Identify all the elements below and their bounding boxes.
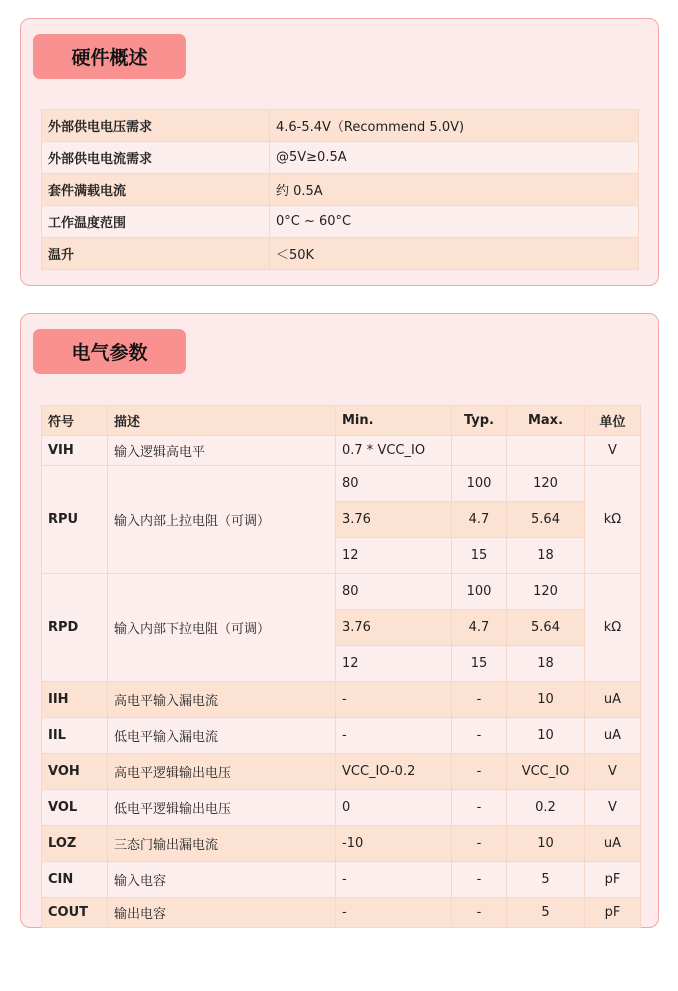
- cell-desc: 高电平输入漏电流: [108, 682, 336, 718]
- cell-min: 3.76: [336, 610, 452, 646]
- table-row: [42, 682, 641, 718]
- hardware-table: [41, 109, 639, 270]
- cell-desc: 输入电容: [108, 862, 336, 898]
- cell-min: -10: [336, 826, 452, 862]
- cell-min: -: [336, 862, 452, 898]
- cell-min: 0: [336, 790, 452, 826]
- cell-unit: pF: [585, 862, 641, 898]
- row-value: 约 0.5A: [270, 174, 639, 206]
- cell-min: 12: [336, 538, 452, 574]
- cell-typ: [452, 436, 507, 466]
- row-label: 外部供电电压需求: [42, 110, 270, 142]
- cell-symbol: RPU: [42, 466, 108, 574]
- cell-desc: 低电平逻辑输出电压: [108, 790, 336, 826]
- row-value: ＜50K: [270, 238, 639, 270]
- cell-max: [507, 436, 585, 466]
- cell-desc: 低电平输入漏电流: [108, 718, 336, 754]
- cell-typ: 100: [452, 574, 507, 610]
- row-value: 0°C ~ 60°C: [270, 206, 639, 238]
- cell-max: 10: [507, 718, 585, 754]
- cell-typ: 4.7: [452, 610, 507, 646]
- header-symbol: 符号: [42, 406, 108, 436]
- cell-typ: -: [452, 826, 507, 862]
- cell-symbol: LOZ: [42, 826, 108, 862]
- table-row: [42, 826, 641, 862]
- table-row: [42, 898, 641, 928]
- cell-typ: -: [452, 898, 507, 928]
- table-row: [42, 574, 641, 610]
- cell-unit: kΩ: [585, 574, 641, 682]
- cell-symbol: IIH: [42, 682, 108, 718]
- hardware-overview-card: [20, 18, 659, 286]
- cell-min: VCC_IO-0.2: [336, 754, 452, 790]
- table-row: [42, 718, 641, 754]
- cell-symbol: IIL: [42, 718, 108, 754]
- cell-symbol: COUT: [42, 898, 108, 928]
- cell-typ: 15: [452, 646, 507, 682]
- cell-unit: uA: [585, 718, 641, 754]
- cell-symbol: CIN: [42, 862, 108, 898]
- cell-max: 5: [507, 898, 585, 928]
- cell-typ: -: [452, 862, 507, 898]
- cell-min: 80: [336, 466, 452, 502]
- cell-min: 80: [336, 574, 452, 610]
- row-label: 温升: [42, 238, 270, 270]
- table-row: [42, 110, 639, 142]
- cell-typ: 100: [452, 466, 507, 502]
- cell-desc: 高电平逻辑输出电压: [108, 754, 336, 790]
- cell-typ: -: [452, 682, 507, 718]
- cell-max: 120: [507, 574, 585, 610]
- header-min: Min.: [336, 406, 452, 436]
- cell-desc: 输出电容: [108, 898, 336, 928]
- cell-min: 3.76: [336, 502, 452, 538]
- cell-symbol: VOH: [42, 754, 108, 790]
- cell-max: 18: [507, 646, 585, 682]
- cell-symbol: VIH: [42, 436, 108, 466]
- table-header-row: [42, 406, 641, 436]
- cell-desc: 输入内部上拉电阻（可调）: [108, 466, 336, 574]
- row-value: @5V≥0.5A: [270, 142, 639, 174]
- cell-unit: pF: [585, 898, 641, 928]
- table-row: [42, 466, 641, 502]
- cell-min: -: [336, 898, 452, 928]
- electrical-section-title: 电气参数: [33, 329, 186, 374]
- table-row: [42, 790, 641, 826]
- cell-max: 120: [507, 466, 585, 502]
- cell-min: -: [336, 718, 452, 754]
- cell-desc: 三态门输出漏电流: [108, 826, 336, 862]
- row-label: 外部供电电流需求: [42, 142, 270, 174]
- cell-min: 0.7 * VCC_IO: [336, 436, 452, 466]
- cell-typ: 4.7: [452, 502, 507, 538]
- cell-typ: -: [452, 718, 507, 754]
- header-typ: Typ.: [452, 406, 507, 436]
- cell-min: -: [336, 682, 452, 718]
- cell-min: 12: [336, 646, 452, 682]
- table-row: [42, 142, 639, 174]
- table-row: [42, 862, 641, 898]
- cell-unit: V: [585, 436, 641, 466]
- table-row: [42, 436, 641, 466]
- table-row: [42, 754, 641, 790]
- cell-max: 18: [507, 538, 585, 574]
- electrical-table: [41, 405, 641, 928]
- table-row: [42, 206, 639, 238]
- header-desc: 描述: [108, 406, 336, 436]
- cell-unit: uA: [585, 682, 641, 718]
- cell-desc: 输入逻辑高电平: [108, 436, 336, 466]
- cell-typ: -: [452, 754, 507, 790]
- cell-unit: V: [585, 790, 641, 826]
- cell-max: 5: [507, 862, 585, 898]
- cell-desc: 输入内部下拉电阻（可调）: [108, 574, 336, 682]
- table-row: [42, 238, 639, 270]
- cell-symbol: RPD: [42, 574, 108, 682]
- cell-symbol: VOL: [42, 790, 108, 826]
- table-row: [42, 174, 639, 206]
- electrical-params-card: [20, 313, 659, 928]
- row-label: 套件满载电流: [42, 174, 270, 206]
- cell-max: 10: [507, 826, 585, 862]
- cell-unit: kΩ: [585, 466, 641, 574]
- cell-max: VCC_IO: [507, 754, 585, 790]
- cell-typ: 15: [452, 538, 507, 574]
- cell-max: 5.64: [507, 610, 585, 646]
- row-value: 4.6-5.4V（Recommend 5.0V): [270, 110, 639, 142]
- cell-unit: V: [585, 754, 641, 790]
- hardware-section-title: 硬件概述: [33, 34, 186, 79]
- cell-max: 0.2: [507, 790, 585, 826]
- header-max: Max.: [507, 406, 585, 436]
- header-unit: 单位: [585, 406, 641, 436]
- cell-typ: -: [452, 790, 507, 826]
- cell-unit: uA: [585, 826, 641, 862]
- cell-max: 10: [507, 682, 585, 718]
- row-label: 工作温度范围: [42, 206, 270, 238]
- cell-max: 5.64: [507, 502, 585, 538]
